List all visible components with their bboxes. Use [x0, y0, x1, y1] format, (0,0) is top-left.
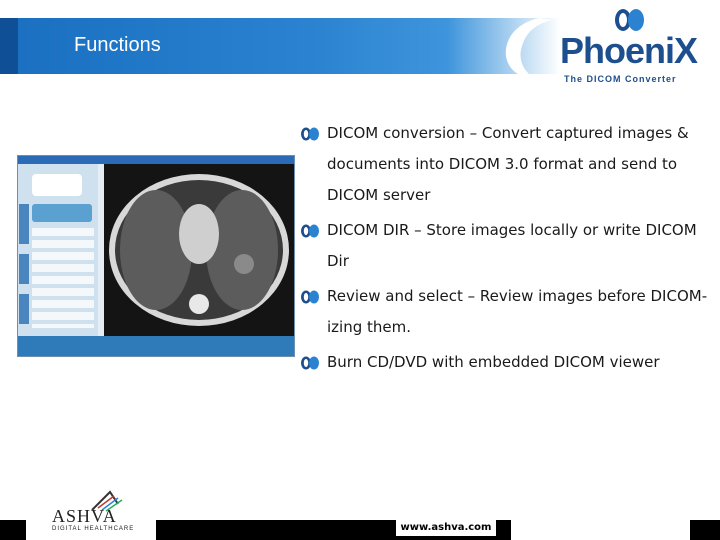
bullet-icon	[300, 290, 320, 304]
ashva-wordmark: ASHVA	[52, 506, 117, 526]
footer-url-link[interactable]: www.ashva.com	[396, 520, 496, 536]
screenshot-sidebar	[18, 164, 98, 336]
bullet-text: DICOM conversion – Convert captured images & documents into DICOM 3.0 format and send to DICOM server	[327, 124, 689, 204]
ashva-tagline: DIGITAL HEALTHCARE	[52, 526, 135, 532]
bullet-list	[300, 118, 710, 382]
bullet-icon	[300, 356, 320, 370]
header-banner-edge	[0, 18, 18, 74]
footer-bar-left	[0, 520, 26, 540]
bullet-item	[300, 215, 710, 277]
screenshot-app-logo	[32, 174, 82, 196]
ct-scan-image	[104, 164, 294, 336]
screenshot-sidebar-tab	[19, 294, 29, 324]
bullet-icon	[300, 127, 320, 141]
footer-bar-right	[690, 520, 720, 540]
screenshot-sidebar-tab	[19, 254, 29, 284]
logo-wordmark: PhoeniX	[560, 30, 698, 71]
bullet-item	[300, 281, 710, 343]
bullet-item	[300, 118, 710, 211]
slide-title: Functions	[74, 34, 161, 56]
bullet-text: DICOM DIR – Store images locally or write DICOM Dir	[327, 221, 697, 270]
bullet-text: Burn CD/DVD with embedded DICOM viewer	[327, 353, 660, 371]
bullet-item	[300, 347, 710, 378]
software-screenshot	[17, 155, 295, 357]
logo-tagline: The DICOM Converter	[564, 74, 677, 84]
ashva-logo	[52, 490, 135, 538]
phoenix-logo	[560, 8, 700, 88]
phoenix-logo-mark-icon	[612, 8, 646, 32]
screenshot-sidebar-tab	[19, 204, 29, 244]
screenshot-toolbar	[18, 336, 294, 356]
bullet-icon	[300, 224, 320, 238]
screenshot-titlebar	[18, 156, 294, 164]
bullet-text: Review and select – Review images before DICOM-izing them.	[327, 287, 708, 336]
screenshot-form-fields	[32, 228, 94, 328]
screenshot-mode-buttons	[32, 204, 92, 222]
